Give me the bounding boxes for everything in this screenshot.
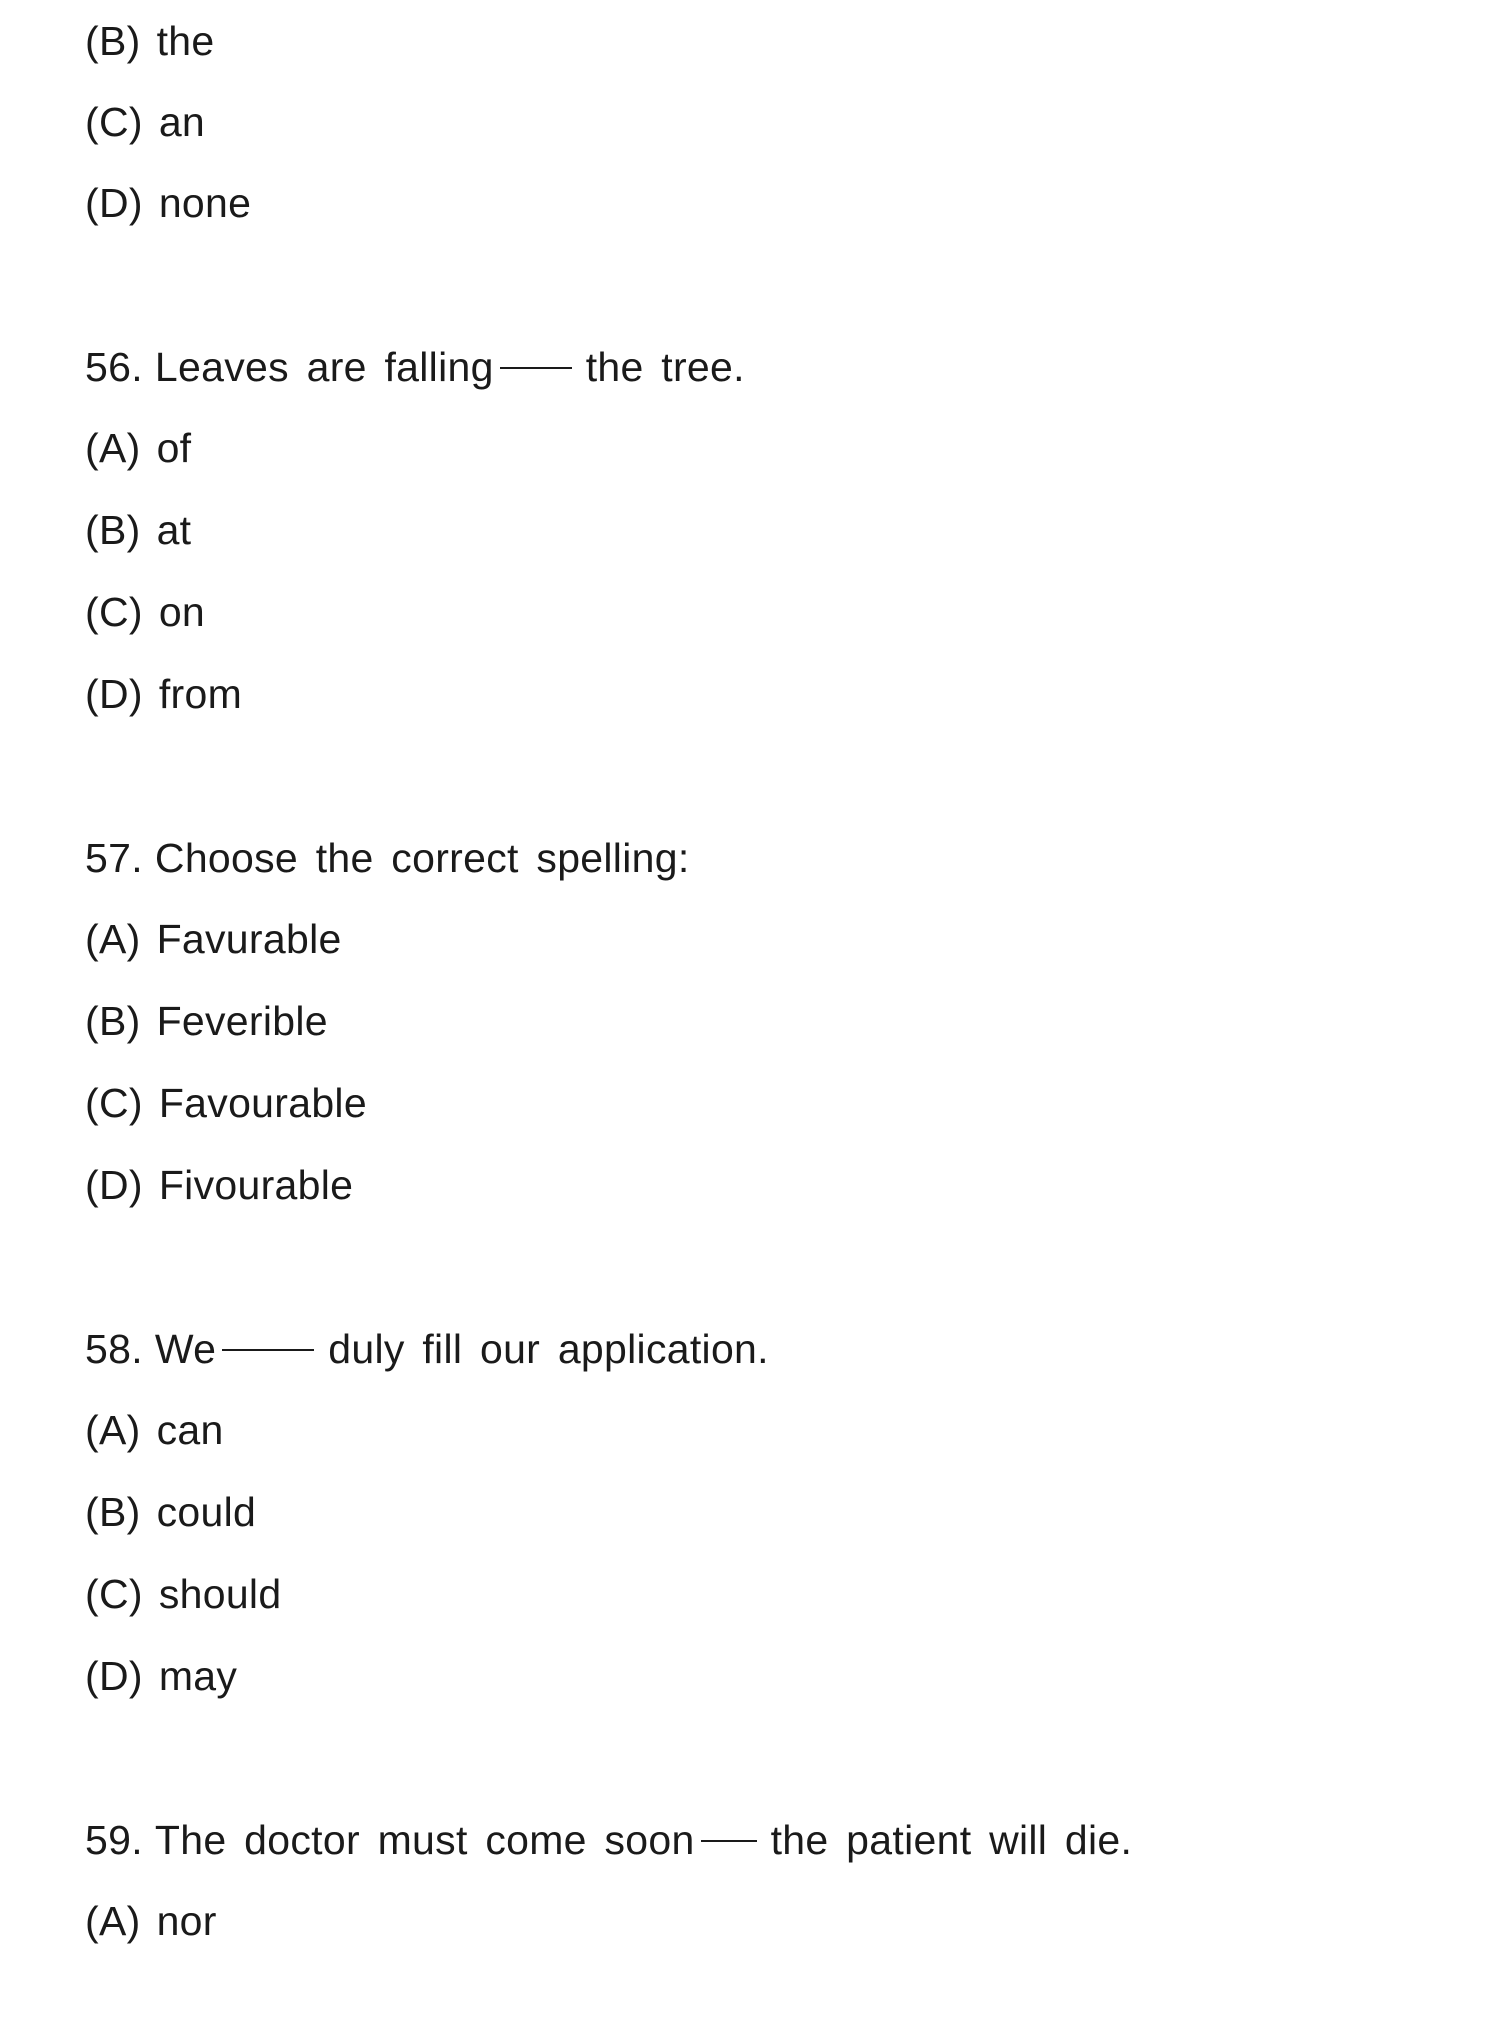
option-text: none: [158, 180, 252, 226]
option-text: Feverible: [156, 998, 328, 1044]
question-59-stem: [85, 1815, 1132, 1865]
option-label: (A): [85, 425, 141, 471]
question-number: 58.: [85, 1326, 143, 1372]
option-label: (D): [85, 1162, 143, 1208]
option-text: Fivourable: [158, 1162, 354, 1208]
option-text: Favurable: [156, 916, 342, 962]
option-text: can: [156, 1407, 224, 1453]
option-label: (C): [85, 1080, 143, 1126]
stem-text-before: We: [154, 1326, 217, 1372]
option-label: (A): [85, 916, 141, 962]
option-label: (B): [85, 998, 141, 1044]
option-label: (D): [85, 671, 143, 717]
option-label: (C): [85, 1571, 143, 1617]
option-text: at: [156, 507, 192, 553]
option-label: (B): [85, 507, 141, 553]
option-c: [85, 1078, 367, 1128]
option-b: [85, 16, 214, 66]
option-text: Favourable: [158, 1080, 367, 1126]
option-d: [85, 178, 251, 228]
option-text: should: [158, 1571, 282, 1617]
question-58-stem: [85, 1324, 769, 1374]
option-label: (C): [85, 99, 143, 145]
option-a: [85, 914, 342, 964]
option-text: on: [158, 589, 206, 635]
option-b: [85, 996, 328, 1046]
option-text: of: [156, 425, 192, 471]
answer-blank: [500, 367, 572, 369]
option-text: nor: [156, 1898, 217, 1944]
answer-blank: [222, 1349, 314, 1351]
option-text: may: [158, 1653, 238, 1699]
option-c: [85, 1569, 281, 1619]
option-text: an: [158, 99, 206, 145]
option-label: (B): [85, 18, 141, 64]
option-label: (B): [85, 1489, 141, 1535]
question-number: 57.: [85, 835, 143, 881]
option-c: [85, 97, 205, 147]
option-d: [85, 1651, 237, 1701]
stem-text: Choose the correct spelling:: [154, 835, 690, 881]
option-label: (A): [85, 1898, 141, 1944]
option-a: [85, 1896, 217, 1946]
option-text: could: [156, 1489, 257, 1535]
stem-text-before: The doctor must come soon: [154, 1817, 695, 1863]
option-b: [85, 505, 191, 555]
option-text: the: [156, 18, 215, 64]
option-label: (A): [85, 1407, 141, 1453]
question-number: 56.: [85, 344, 143, 390]
option-label: (C): [85, 589, 143, 635]
question-57-stem: [85, 833, 690, 883]
option-c: [85, 587, 205, 637]
option-b: [85, 1487, 256, 1537]
stem-text-before: Leaves are falling: [154, 344, 494, 390]
option-d: [85, 1160, 353, 1210]
stem-text-after: the patient will die.: [770, 1817, 1133, 1863]
answer-blank: [701, 1840, 757, 1842]
question-56-stem: [85, 342, 745, 392]
option-text: from: [158, 671, 243, 717]
option-a: [85, 423, 191, 473]
stem-text-after: duly fill our application.: [328, 1326, 769, 1372]
stem-text-after: the tree.: [585, 344, 745, 390]
option-d: [85, 669, 242, 719]
option-label: (D): [85, 180, 143, 226]
question-number: 59.: [85, 1817, 143, 1863]
option-a: [85, 1405, 224, 1455]
option-label: (D): [85, 1653, 143, 1699]
